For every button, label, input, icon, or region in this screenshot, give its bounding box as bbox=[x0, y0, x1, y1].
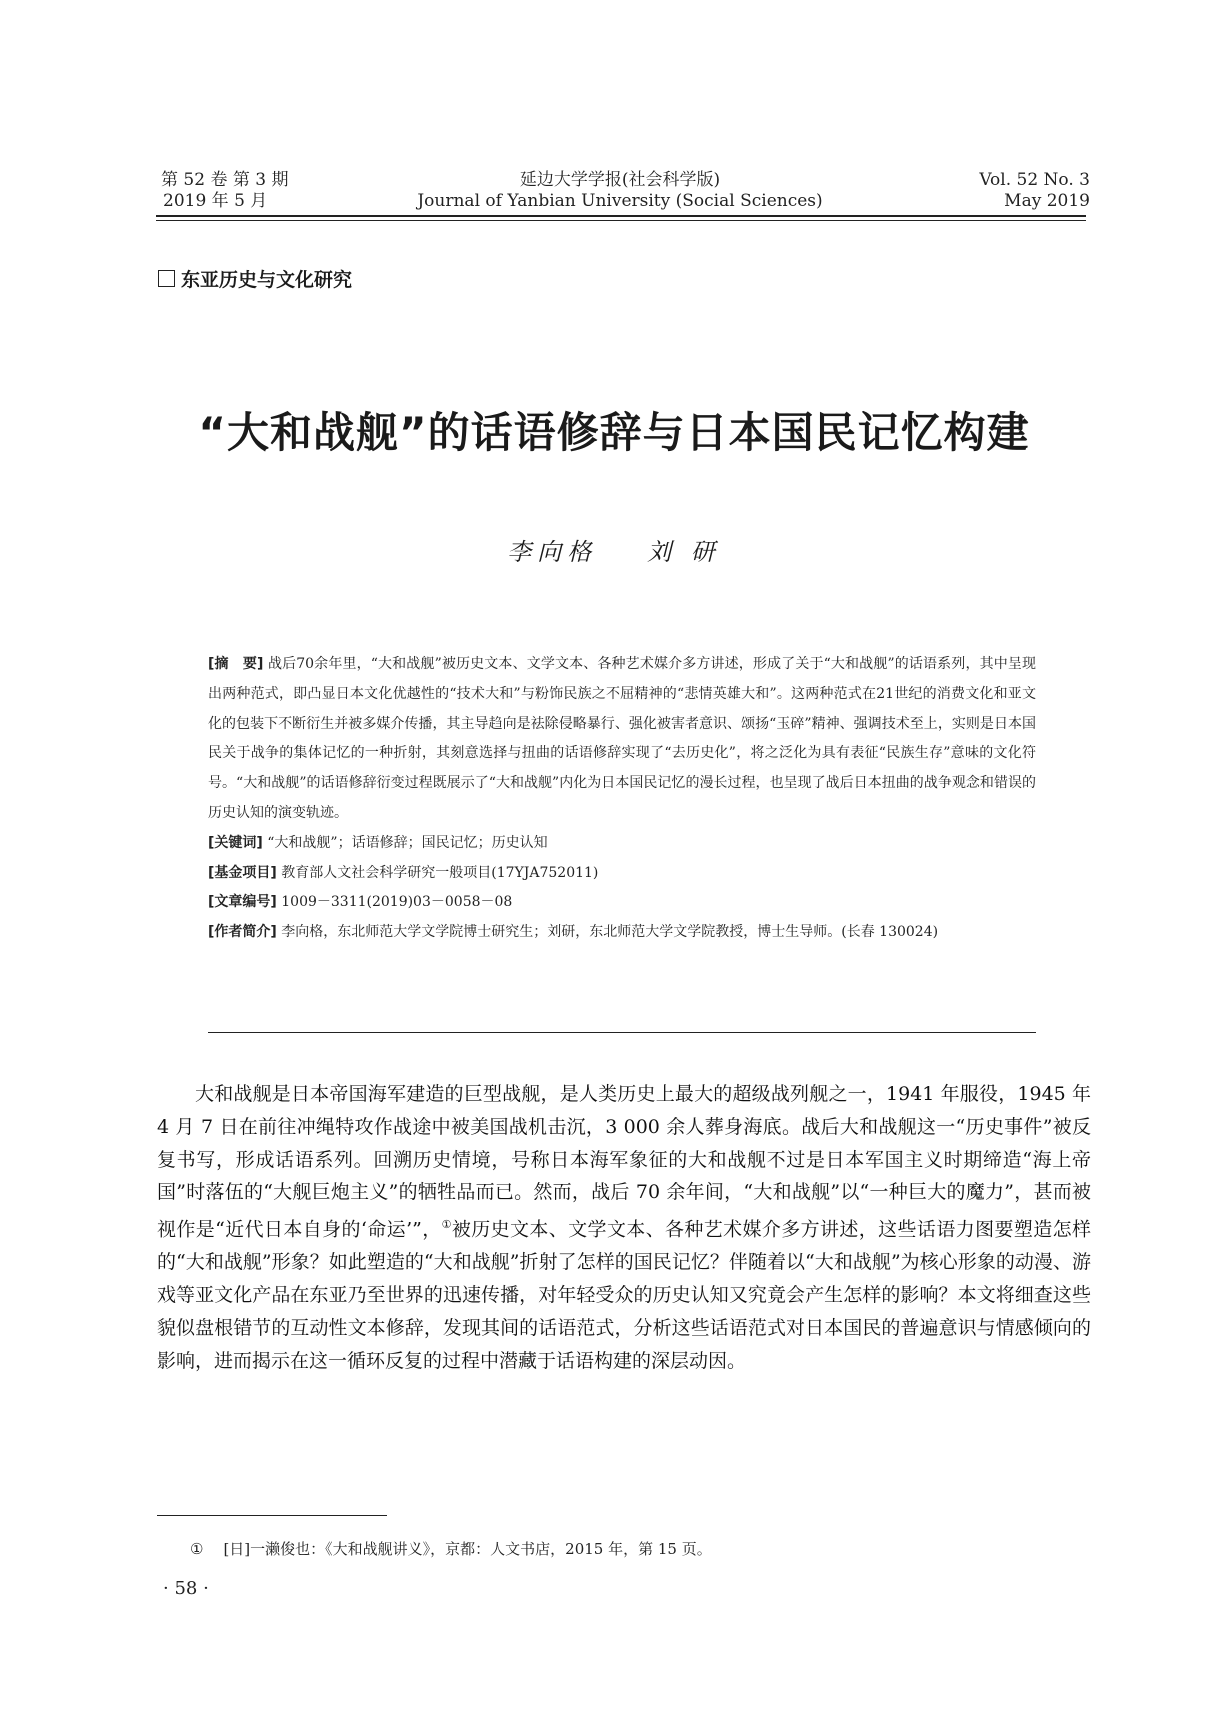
author-2: 刘 研 bbox=[647, 538, 721, 566]
header-rule-thick bbox=[156, 215, 1086, 217]
abstract-label: [摘 要] bbox=[208, 656, 264, 672]
keywords bbox=[208, 829, 1036, 859]
journal-volume-info bbox=[161, 170, 341, 212]
article-number-label: [文章编号] bbox=[208, 894, 277, 911]
body-paragraph bbox=[157, 1078, 1091, 1378]
journal-volume-en bbox=[900, 170, 1090, 212]
article-number-text: 1009－3311(2019)03－0058－08 bbox=[281, 894, 513, 911]
body-text-2: 被历史文本、文学文本、各种艺术媒介多方讲述，这些话语力图要塑造怎样的“大和战舰”形象？如此塑造的“大和战舰”折射了怎样的国民记忆？伴随着以“大和战舰”为核心形象的动漫、游戏等亚文化产品在东亚乃至世界的迅速传播，对年轻受众的历史认知又究竟会产生怎样的影响？本文将细查这些貌似盘根错节的互动性文本修辞，发现其间的话语范式，分析这些话语范式对日本国民的普遍意识与情感倾向的影响，进而揭示在这一循环反复的过程中潜藏于话语构建的深层动因。 bbox=[157, 1218, 1091, 1372]
abstract bbox=[208, 650, 1036, 829]
author-info bbox=[208, 918, 1036, 948]
volume-issue: 第 52 卷 第 3 期 bbox=[161, 170, 289, 190]
section-label: 东亚历史与文化研究 bbox=[181, 269, 353, 291]
square-icon bbox=[158, 270, 175, 287]
issue-date: 2019 年 5 月 bbox=[163, 191, 268, 211]
header-rule-thin bbox=[156, 220, 1086, 221]
journal-name-en: Journal of Yanbian University (Social Sciences) bbox=[417, 191, 823, 211]
article-number bbox=[208, 888, 1036, 918]
author-1: 李向格 bbox=[507, 538, 598, 566]
author-info-label: [作者简介] bbox=[208, 924, 277, 941]
fund-text: 教育部人文社会科学研究一般项目(17YJA752011) bbox=[281, 864, 599, 881]
body-text-1: 大和战舰是日本帝国海军建造的巨型战舰，是人类历史上最大的超级战列舰之一，1941 年服役，1945 年 4 月 7 日在前往冲绳特攻作战途中被美国战机击沉，3 000 余人葬身海底。战后大和战舰这一“历史事件”被反复书写，形成话语系列。回溯历史情境，号称日本海军象征的大和战舰不过是日本军国主义时期缔造“海上帝国”时落伍的“大舰巨炮主义”的牺牲品而已。然而，战后 70 余年间，“大和战舰”以“一种巨大的魔力”，甚而被视作是“近代日本自身的‘命运’”， bbox=[157, 1083, 1091, 1241]
footnote bbox=[190, 1538, 712, 1559]
footnote-rule bbox=[157, 1515, 387, 1516]
keywords-text: “大和战舰”；话语修辞；国民记忆；历史认知 bbox=[267, 834, 548, 851]
section-heading bbox=[158, 265, 352, 292]
footnote-ref[interactable]: ① bbox=[441, 1218, 452, 1232]
abstract-text: 战后70余年里，“大和战舰”被历史文本、文学文本、各种艺术媒介多方讲述，形成了关于“大和战舰”的话语系列，其中呈现出两种范式，即凸显日本文化优越性的“技术大和”与粉饰民族之不屈精神的“悲情英雄大和”。这两种范式在21世纪的消费文化和亚文化的包装下不断衍生并被多媒介传播，其主导趋向是祛除侵略暴行、强化被害者意识、颂扬“玉碎”精神、强调技术至上，实则是日本国民关于战争的集体记忆的一种折射，其刻意选择与扭曲的话语修辞实现了“去历史化”，将之泛化为具有表征“民族生存”意味的文化符号。“大和战舰”的话语修辞衍变过程既展示了“大和战舰”内化为日本国民记忆的漫长过程，也呈现了战后日本扭曲的战争观念和错误的历史认知的演变轨迹。 bbox=[208, 656, 1036, 821]
footnote-number: ① bbox=[190, 1540, 204, 1558]
page-number: · 58 · bbox=[163, 1578, 209, 1599]
fund-label: [基金项目] bbox=[208, 864, 277, 881]
abstract-block bbox=[208, 650, 1036, 948]
journal-name-cn: 延边大学学报(社会科学版) bbox=[519, 170, 721, 190]
abstract-rule bbox=[208, 1032, 1036, 1033]
author-info-text: 李向格，东北师范大学文学院博士研究生；刘研，东北师范大学文学院教授，博士生导师。(长春 130024) bbox=[281, 924, 939, 941]
volume-issue-en: Vol. 52 No. 3 bbox=[979, 170, 1090, 190]
keywords-label: [关键词] bbox=[208, 834, 263, 851]
journal-name bbox=[380, 170, 860, 212]
fund bbox=[208, 859, 1036, 889]
authors bbox=[400, 532, 828, 567]
footnote-text: [日]一濑俊也：《大和战舰讲义》，京都：人文书店，2015 年，第 15 页。 bbox=[223, 1540, 712, 1558]
issue-date-en: May 2019 bbox=[1004, 191, 1090, 211]
article-title: “大和战舰”的话语修辞与日本国民记忆构建 bbox=[198, 408, 1030, 457]
